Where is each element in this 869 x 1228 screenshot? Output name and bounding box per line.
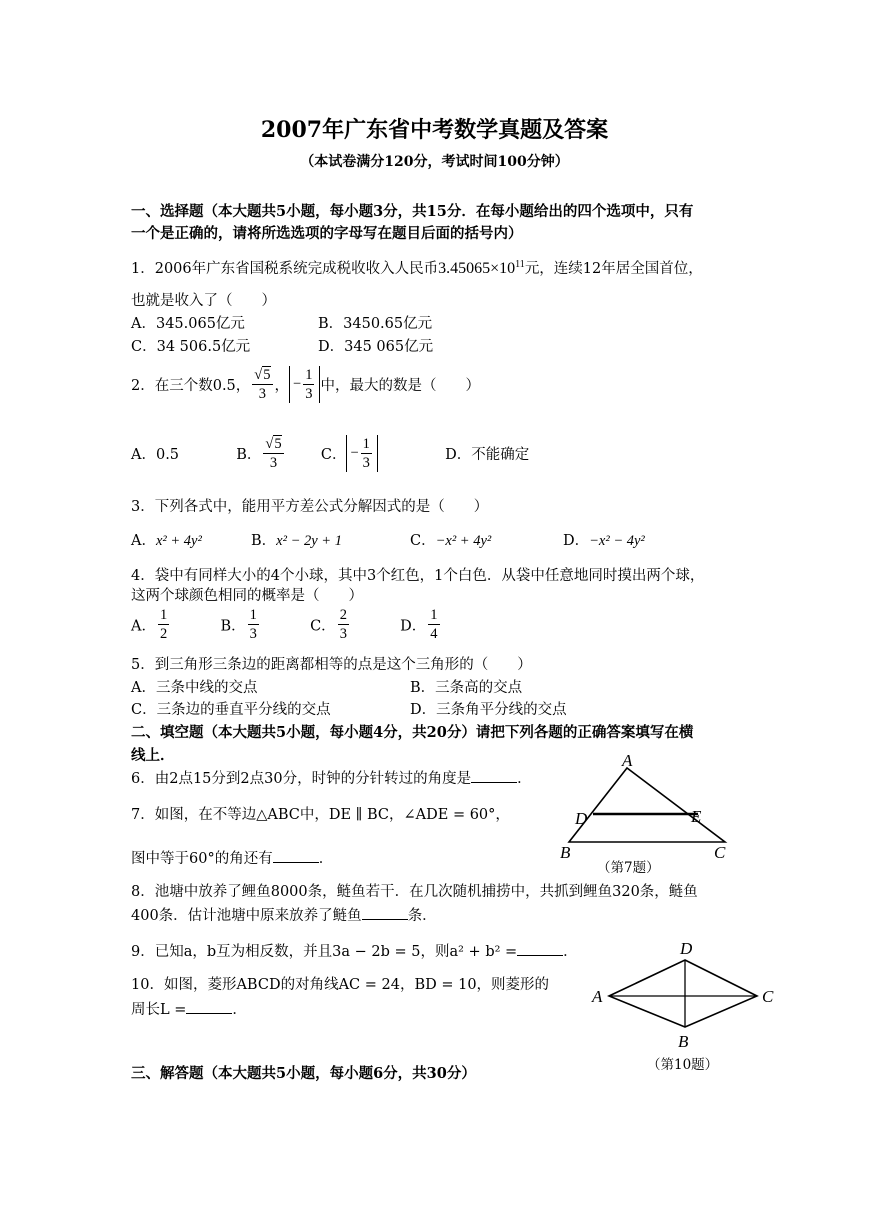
q2-option-b: B． (236, 447, 262, 463)
fig10-caption: （第10题） (647, 1057, 719, 1073)
q2-sqrt5-over-3: $\frac{√5}{3}$ (254, 367, 271, 402)
question-6: 6．由2点15分到2点30分，时钟的分针转过的角度是 ． (131, 771, 532, 787)
q3-option-a: A．x² + 4y² (131, 533, 202, 549)
question-7-line1: 7．如图，在不等边△ABC中，DE ∥ BC，∠ADE = 60°， (131, 807, 510, 823)
section2-header-line2: 线上． (131, 747, 175, 764)
q5-option-c: C．三条边的垂直平分线的交点 (131, 702, 331, 718)
q2-suffix: 中，最大的数是（ ） (320, 378, 480, 394)
section2-header-line1: 二、填空题（本大题共5小题，每小题4分，共20分）请把下列各题的正确答案填写在横 (131, 724, 694, 741)
section1-header-line1: 一、选择题（本大题共5小题，每小题3分，共15分．在每小题给出的四个选项中，只有 (131, 203, 694, 220)
q2-abs-neg-third: − $\frac{1}{3}$ (289, 366, 320, 403)
question-8-line2: 400条．估计池塘中原来放养了鲢鱼 条． (131, 908, 437, 924)
question-9: 9．已知a，b互为相反数，并且3a − 2b = 5，则a² + b² = ． (131, 944, 578, 960)
q1-option-d: D．345 065亿元 (318, 339, 434, 355)
q6-answer-blank (471, 782, 517, 783)
fig10-label-b: B (678, 1032, 689, 1051)
question-2: 2．在三个数0.5， $\frac{√5}{3}$ ， − $\frac{1}{3}$ 中，最大的数是（ ） (131, 367, 480, 402)
q5-option-b: B．三条高的交点 (410, 680, 523, 696)
q4-option-c: C． $\frac{2}{3}$ (310, 607, 347, 642)
fig10-label-d: D (680, 939, 693, 958)
q1-option-c: C．34 506.5亿元 (131, 339, 251, 355)
fig7-caption: （第7题） (597, 860, 660, 876)
q1-option-a: A．345.065亿元 (131, 316, 245, 332)
q2-options (131, 435, 529, 472)
q4-option-a: A． $\frac{1}{2}$ (131, 607, 168, 642)
figure-10-rhombus (585, 935, 785, 1075)
fig7-label-c: C (714, 843, 726, 862)
q2-option-c-value: − $\frac{1}{3}$ (346, 435, 377, 472)
section3-header: 三、解答题（本大题共5小题，每小题6分，共30分） (131, 1065, 476, 1082)
q1-prefix: 1．2006年广东省国税系统完成税收收入人民币 (131, 261, 439, 277)
q10-answer-blank (186, 1013, 232, 1014)
fig7-label-d: D (575, 809, 588, 828)
question-8-line1: 8．池塘中放养了鲤鱼8000条，鲢鱼若干．在几次随机捕捞中，共抓到鲤鱼320条，鲢鱼 (131, 884, 698, 900)
q4-option-d: D． $\frac{1}{4}$ (400, 607, 438, 642)
q2-option-d: D．不能确定 (445, 447, 530, 463)
q5-option-d: D．三条角平分线的交点 (410, 702, 567, 718)
section1-header-line2: 一个是正确的，请将所选选项的字母写在题目后面的括号内） (131, 225, 523, 242)
q4-option-b: B． $\frac{1}{3}$ (220, 607, 257, 642)
fig10-label-c: C (762, 987, 774, 1006)
q5-option-a: A．三条中线的交点 (131, 680, 258, 696)
rhombus-abcd (609, 960, 757, 1027)
page-title: 2007年广东省中考数学真题及答案 (260, 117, 609, 143)
q9-answer-blank (517, 955, 563, 956)
question-1-line1 (131, 257, 703, 278)
page-subtitle: （本试卷满分120分，考试时间100分钟） (300, 154, 569, 170)
triangle-abc (569, 768, 725, 842)
fig7-label-b: B (560, 843, 571, 862)
q3-option-d: D．−x² − 4y² (563, 533, 645, 549)
question-1-line2: 也就是收入了（ ） (131, 293, 276, 309)
question-4-line1: 4．袋中有同样大小的4个小球，其中3个红色，1个白色．从袋中任意地同时摸出两个球， (131, 568, 705, 584)
q2-prefix: 2．在三个数0.5， (131, 378, 251, 394)
q2-option-a: A．0.5 (131, 447, 180, 463)
fig7-label-e: E (691, 807, 702, 826)
q3-option-b: B．x² − 2y + 1 (251, 533, 342, 549)
q4-options (131, 606, 442, 643)
question-7-line2: 图中等于60°的角还有 ． (131, 851, 334, 867)
q8-answer-blank (362, 919, 408, 920)
question-3: 3．下列各式中，能用平方差公式分解因式的是（ ） (131, 499, 489, 515)
q2-option-b-value: $\frac{√5}{3}$ (265, 436, 282, 471)
q1-suffix: 元，连续12年居全国首位， (524, 261, 703, 277)
question-10-line2: 周长L = ． (131, 1002, 247, 1018)
q1-option-b: B．3450.65亿元 (318, 316, 433, 332)
q1-exponent: 11 (515, 259, 525, 271)
q3-option-c: C．−x² + 4y² (410, 533, 492, 549)
q1-mantissa: 3.45065×10 (438, 260, 516, 277)
fig7-label-a: A (622, 751, 633, 770)
q7-answer-blank (273, 862, 319, 863)
figure-7-triangle (555, 750, 745, 880)
question-5: 5．到三角形三条边的距离都相等的点是这个三角形的（ ） (131, 657, 532, 673)
question-4-line2: 这两个球颜色相同的概率是（ ） (131, 588, 363, 604)
question-10-line1: 10．如图，菱形ABCD的对角线AC = 24，BD = 10，则菱形的 (131, 977, 550, 993)
q2-option-c: C． (320, 447, 347, 463)
fig10-label-a: A (592, 987, 603, 1006)
